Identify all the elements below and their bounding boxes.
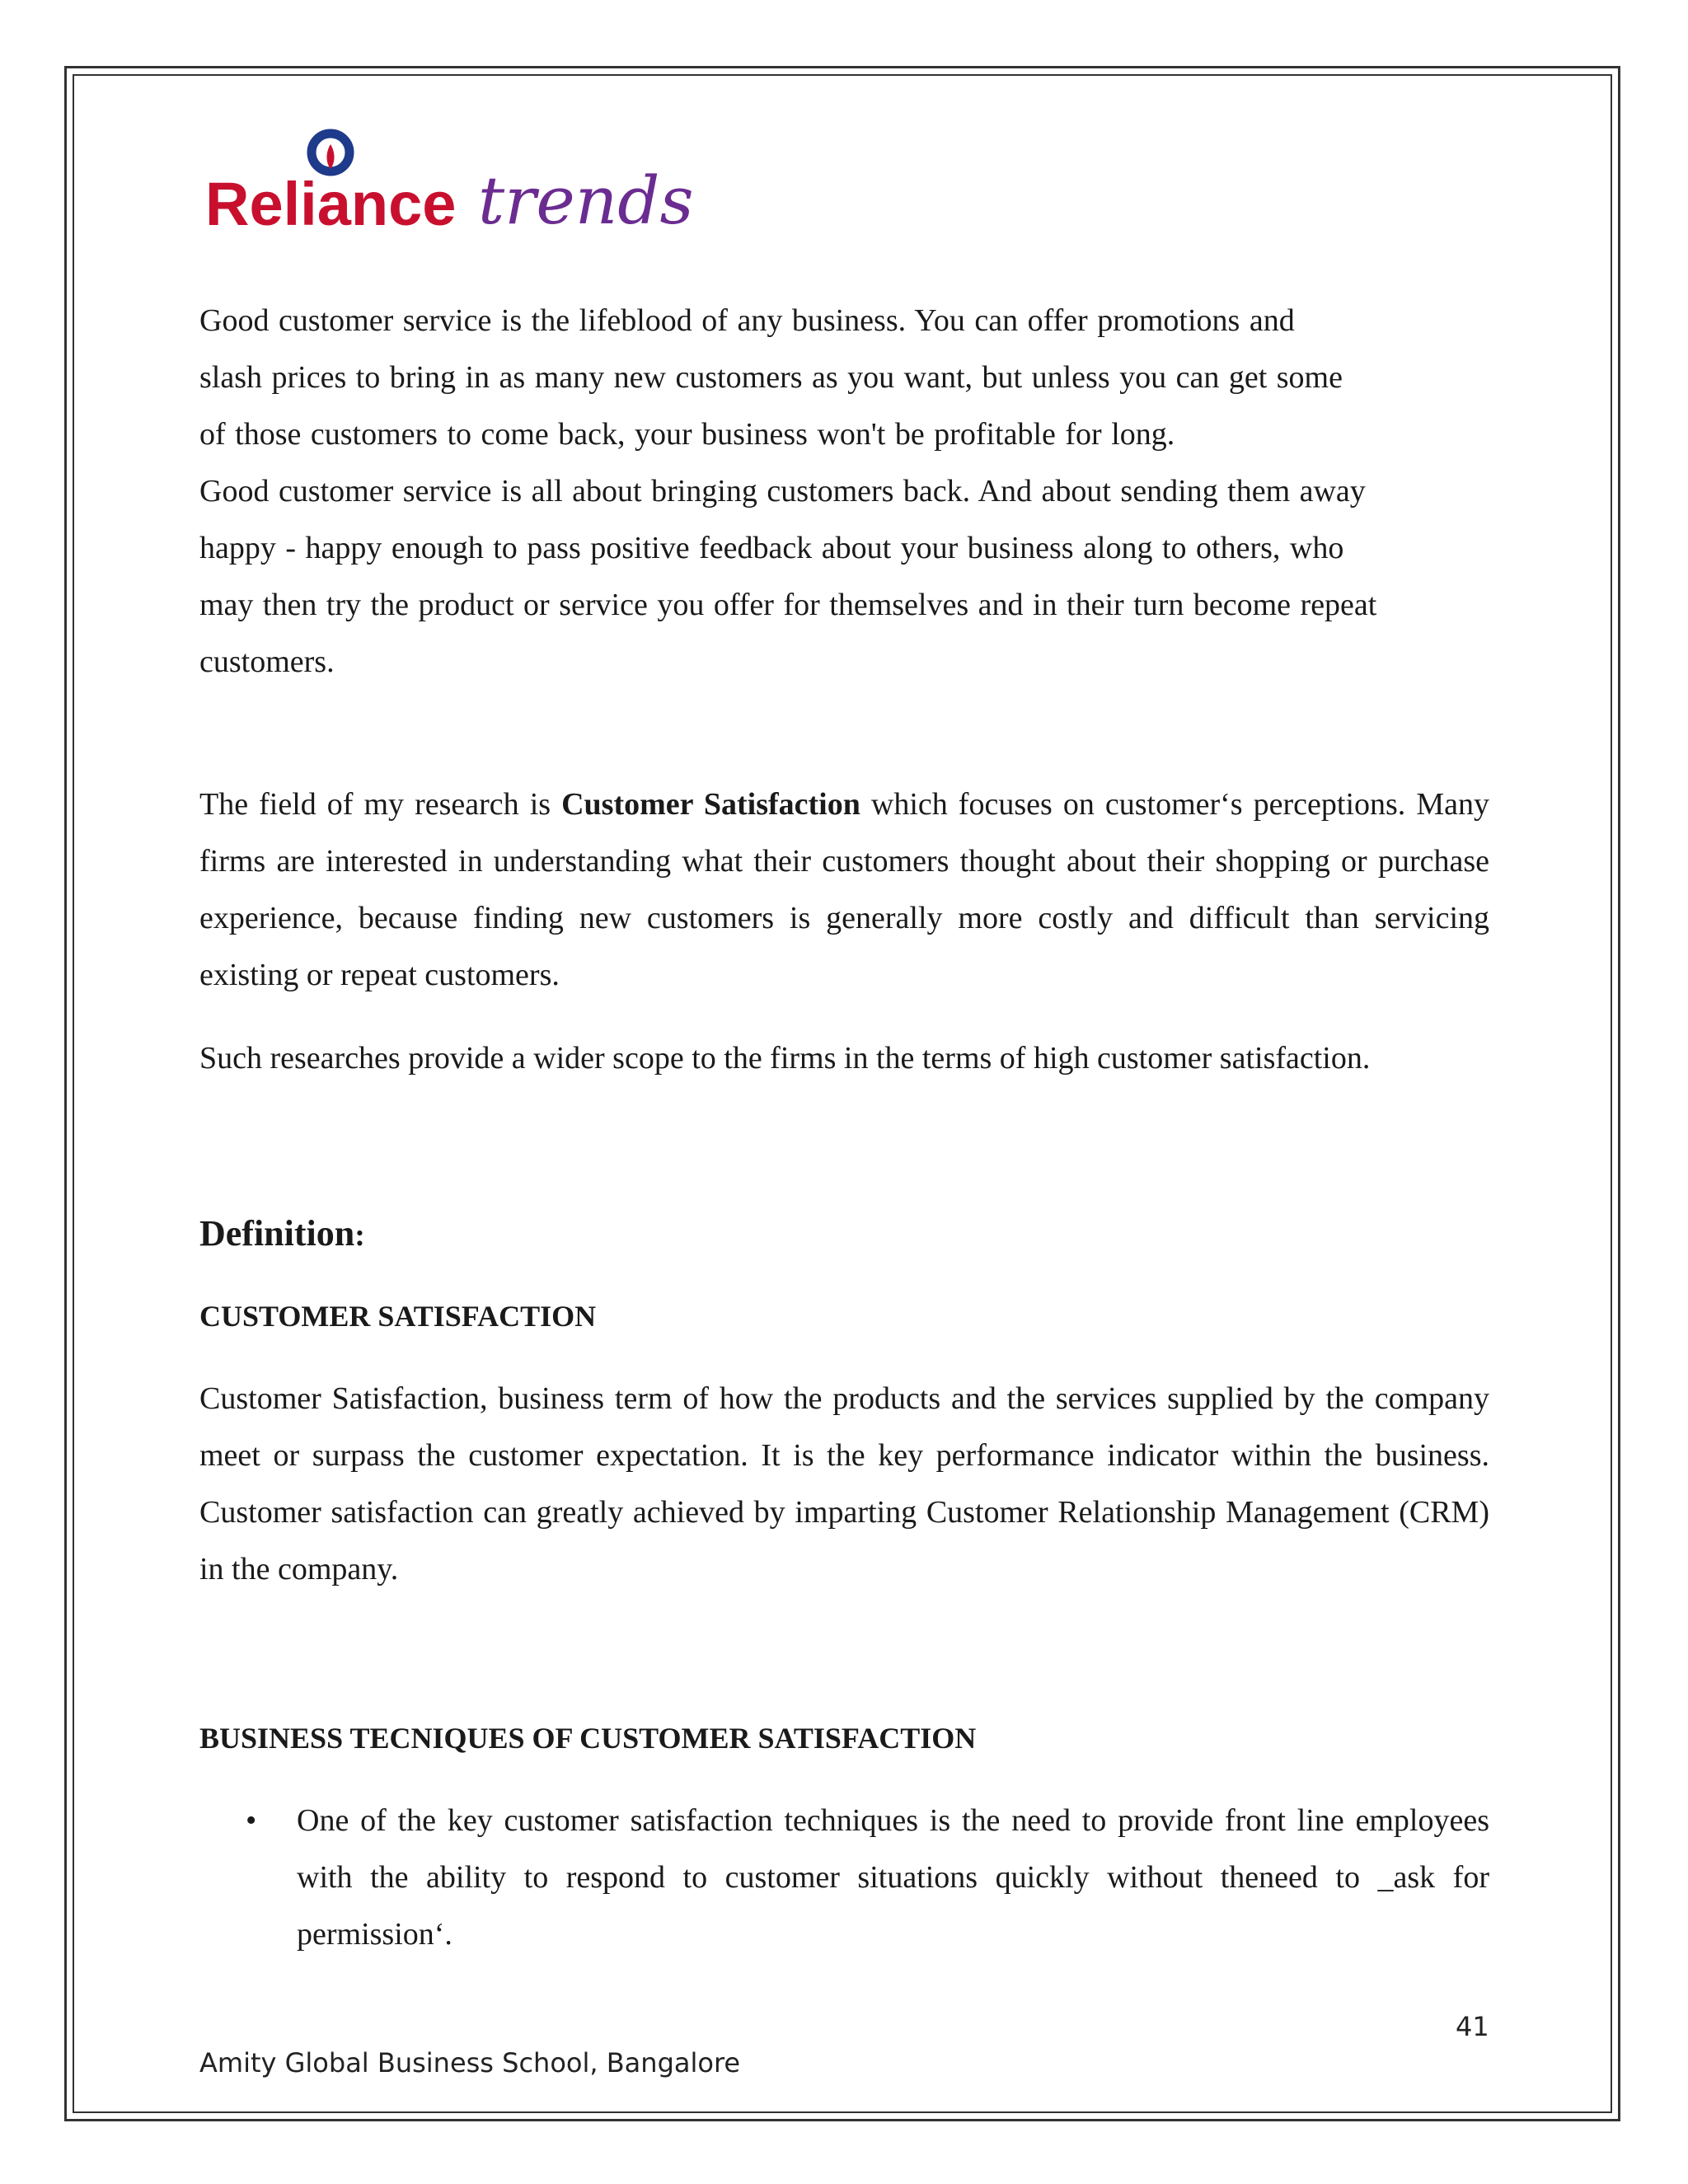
page-number: 41 (1456, 2011, 1489, 2042)
research-bold-term: Customer Satisfaction (561, 787, 860, 822)
techniques-heading: BUSINESS TECNIQUES OF CUSTOMER SATISFACTION (199, 1722, 977, 1755)
intro-line: may then try the product or service you offer for themselves and in their turn become repeat (199, 588, 1377, 622)
research-paragraph (199, 776, 1489, 1004)
customer-satisfaction-subheading: CUSTOMER SATISFACTION (199, 1300, 597, 1333)
intro-line: Good customer service is the lifeblood of any business. You can offer promotions and (199, 303, 1295, 338)
definition-heading (199, 1209, 1489, 1260)
definition-paragraph: Customer Satisfaction, business term of how the products and the services supplied by the company meet or surpass the customer expectation. It is the key performance indicator within the business. Customer satisfaction can greatly achieved by imparting Customer Relationship Management (CRM) in the company. (199, 1381, 1489, 1586)
intro-line: of those customers to come back, your business won't be profitable for long. (199, 417, 1175, 452)
research-text-after: which focuses on customer‘s perceptions. Many firms are interested in understanding what their customers thought about their shopping or purchase experience, because finding new customers is generally more costly and difficult than servicing existing or repeat customers. (199, 787, 1489, 992)
logo-sub: trends (478, 162, 694, 239)
bullet-icon: • (246, 1803, 257, 1838)
intro-line: slash prices to bring in as many new customers as you want, but unless you can get some (199, 360, 1343, 395)
reliance-trends-logo (202, 120, 696, 243)
intro-line: customers. (199, 644, 335, 679)
definition-colon: : (354, 1218, 365, 1253)
logo-brand: Reliance (205, 170, 457, 238)
intro-line: happy - happy enough to pass positive feedback about your business along to others, who (199, 531, 1344, 565)
research-text-before: The field of my research is (199, 787, 562, 822)
intro-paragraph (199, 293, 1452, 691)
footer-text: Amity Global Business School, Bangalore (199, 2047, 741, 2079)
intro-line: Good customer service is all about bringing customers back. And about sending them away (199, 474, 1366, 509)
techniques-list (199, 1793, 1489, 1963)
page-content (199, 293, 1489, 1963)
definition-heading-text: Definition (199, 1213, 355, 1254)
scope-paragraph: Such researches provide a wider scope to the firms in the terms of high customer satisfaction. (199, 1041, 1371, 1076)
list-item-text: One of the key customer satisfaction techniques is the need to provide front line employees with the ability to respond to customer situations quickly without theneed to _ask for permission‘. (297, 1803, 1489, 1952)
list-item (199, 1793, 1489, 1963)
